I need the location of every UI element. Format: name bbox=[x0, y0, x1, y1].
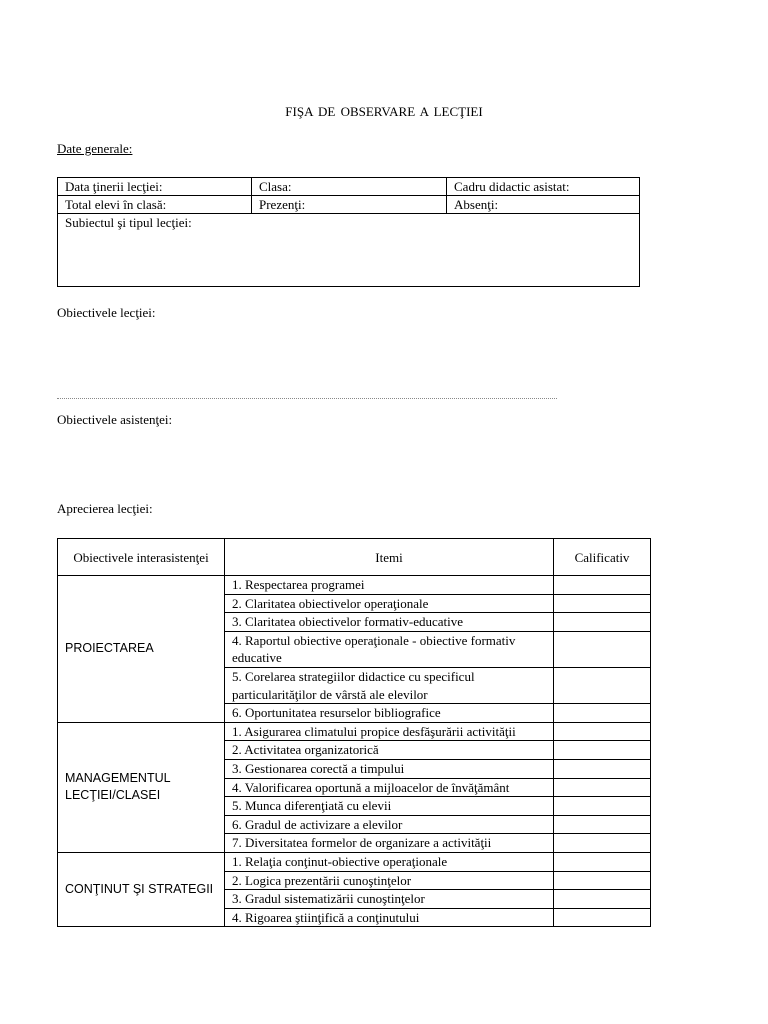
item-cell: 3. Claritatea obiectivelor formativ-educative bbox=[225, 613, 554, 632]
item-cell: 3. Gestionarea corectă a timpului bbox=[225, 759, 554, 778]
page-title: FIŞA DE OBSERVARE A LECŢIEI bbox=[285, 104, 483, 119]
item-cell: 6. Oportunitatea resurselor bibliografice bbox=[225, 704, 554, 723]
header-grade: Calificativ bbox=[554, 539, 651, 576]
item-cell: 1. Respectarea programei bbox=[225, 576, 554, 595]
lesson-subject-field[interactable]: Subiectul şi tipul lecţiei: bbox=[58, 214, 640, 287]
item-cell: 5. Munca diferenţiată cu elevii bbox=[225, 797, 554, 816]
grade-cell[interactable] bbox=[554, 704, 651, 723]
item-cell: 2. Claritatea obiectivelor operaţionale bbox=[225, 594, 554, 613]
header-items: Itemi bbox=[225, 539, 554, 576]
item-cell: 5. Corelarea strategiilor didactice cu specificul particularităţilor de vârstă ale elevilor bbox=[225, 667, 554, 703]
item-cell: 1. Asigurarea climatului propice desfăşurării activităţii bbox=[225, 722, 554, 741]
header-objectives: Obiectivele interasistenţei bbox=[58, 539, 225, 576]
grade-cell[interactable] bbox=[554, 871, 651, 890]
total-students-field[interactable]: Total elevi în clasă: bbox=[58, 196, 252, 214]
item-cell: 3. Gradul sistematizării cunoştinţelor bbox=[225, 890, 554, 909]
appreciation-label: Aprecierea lecţiei: bbox=[57, 501, 153, 516]
lesson-date-field[interactable]: Data ţinerii lecţiei: bbox=[58, 178, 252, 196]
appreciation-table bbox=[57, 538, 651, 927]
section-label: MANAGEMENTUL LECŢIEI/CLASEI bbox=[58, 722, 225, 852]
lesson-objectives-label: Obiectivele lecţiei: bbox=[57, 305, 156, 320]
grade-cell[interactable] bbox=[554, 576, 651, 595]
grade-cell[interactable] bbox=[554, 741, 651, 760]
table-row bbox=[58, 722, 651, 741]
grade-cell[interactable] bbox=[554, 594, 651, 613]
item-cell: 2. Logica prezentării cunoştinţelor bbox=[225, 871, 554, 890]
section-label: CONŢINUT ŞI STRATEGII bbox=[58, 852, 225, 926]
grade-cell[interactable] bbox=[554, 908, 651, 927]
item-cell: 4. Valorificarea oportună a mijloacelor de învăţământ bbox=[225, 778, 554, 797]
item-cell: 4. Raportul obiective operaţionale - obiective formativ educative bbox=[225, 631, 554, 667]
item-cell: 7. Diversitatea formelor de organizare a activităţii bbox=[225, 834, 554, 853]
grade-cell[interactable] bbox=[554, 631, 651, 667]
grade-cell[interactable] bbox=[554, 613, 651, 632]
grade-cell[interactable] bbox=[554, 834, 651, 853]
general-data-heading: Date generale: bbox=[57, 141, 133, 156]
grade-cell[interactable] bbox=[554, 797, 651, 816]
grade-cell[interactable] bbox=[554, 722, 651, 741]
item-cell: 6. Gradul de activizare a elevilor bbox=[225, 815, 554, 834]
grade-cell[interactable] bbox=[554, 852, 651, 871]
general-data-table bbox=[57, 177, 640, 287]
item-cell: 1. Relaţia conţinut-obiective operaţionale bbox=[225, 852, 554, 871]
table-row bbox=[58, 852, 651, 871]
grade-cell[interactable] bbox=[554, 815, 651, 834]
grade-cell[interactable] bbox=[554, 778, 651, 797]
teacher-field[interactable]: Cadru didactic asistat: bbox=[447, 178, 640, 196]
section-label: PROIECTAREA bbox=[58, 576, 225, 723]
present-field[interactable]: Prezenţi: bbox=[252, 196, 447, 214]
table-row bbox=[58, 576, 651, 595]
absent-field[interactable]: Absenţi: bbox=[447, 196, 640, 214]
assistance-objectives-label: Obiectivele asistenţei: bbox=[57, 412, 173, 427]
dotted-divider bbox=[57, 398, 557, 399]
item-cell: 4. Rigoarea ştiinţifică a conţinutului bbox=[225, 908, 554, 927]
class-field[interactable]: Clasa: bbox=[252, 178, 447, 196]
grade-cell[interactable] bbox=[554, 667, 651, 703]
grade-cell[interactable] bbox=[554, 759, 651, 778]
item-cell: 2. Activitatea organizatorică bbox=[225, 741, 554, 760]
grade-cell[interactable] bbox=[554, 890, 651, 909]
